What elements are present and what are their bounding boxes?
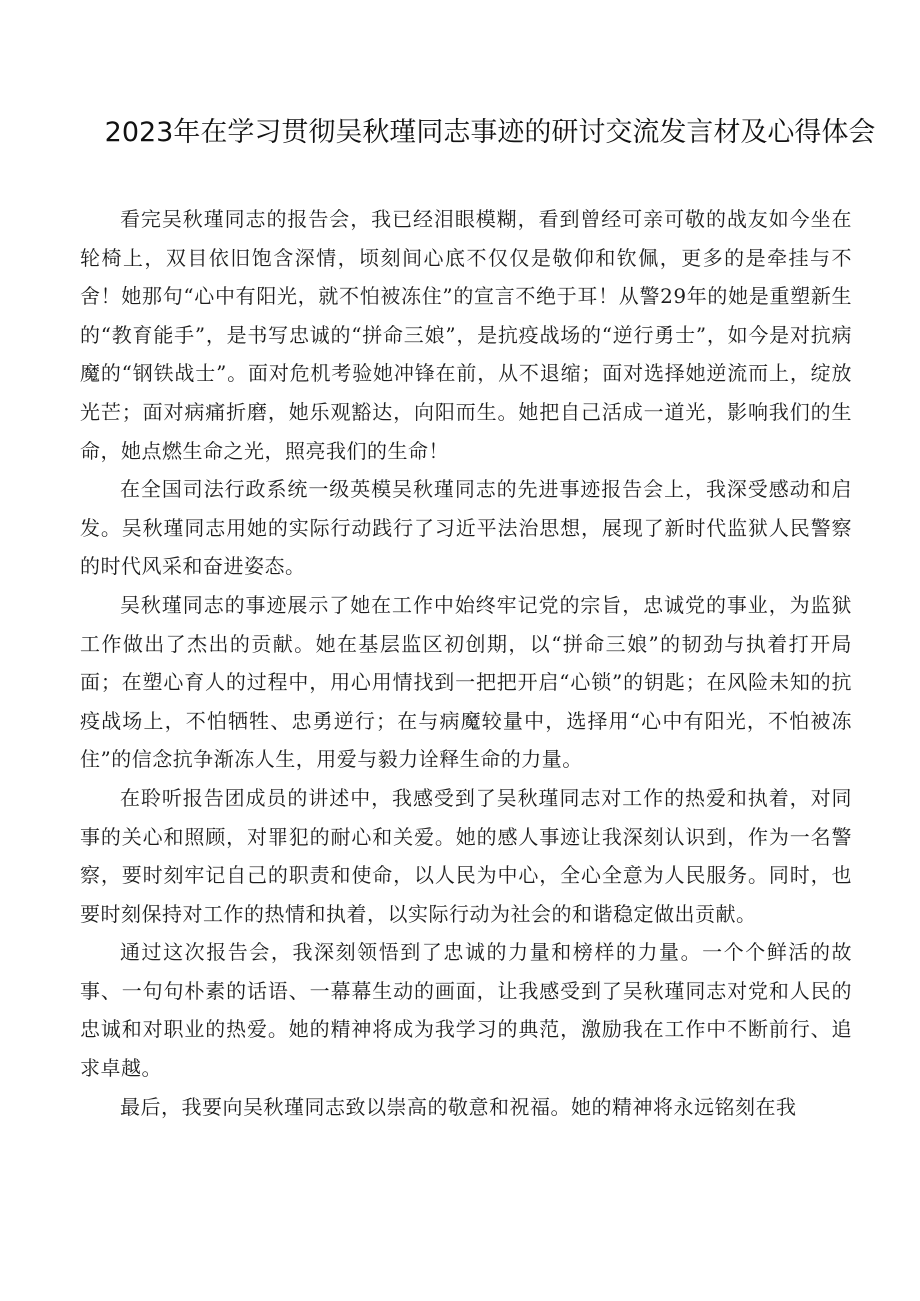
paragraph-6: 最后，我要向吴秋瑾同志致以崇高的敬意和祝福。她的精神将永远铭刻在我 [120,1094,797,1119]
paragraph-4: 在聆听报告团成员的讲述中，我感受到了吴秋瑾同志对工作的热爱和执着，对同事的关心和照顾，对罪犯的耐心和关爱。她的感人事迹让我深刻认识到，作为一名警察，要时刻牢记自己的职责和使命，以人民为中心，全心全意为人民服务。同时，也要时刻保持对工作的热情和执着，以实际行动为社会的和谐稳定做出贡献。 [80,785,852,926]
document-title: 2023年在学习贯彻吴秋瑾同志事迹的研讨交流发言材及心得体会 [104,117,876,148]
paragraph-2: 在全国司法行政系统一级英模吴秋瑾同志的先进事迹报告会上，我深受感动和启发。吴秋瑾同志用她的实际行动践行了习近平法治思想，展现了新时代监狱人民警察的时代风采和奋进姿态。 [80,477,852,579]
document-body [80,200,852,1126]
paragraph-3: 吴秋瑾同志的事迹展示了她在工作中始终牢记党的宗旨，忠诚党的事业，为监狱工作做出了杰出的贡献。她在基层监区初创期，以“拼命三娘”的韧劲与执着打开局面；在塑心育人的过程中，用心用情找到一把把开启“心锁”的钥匙；在风险未知的抗疫战场上，不怕牺牲、忠勇逆行；在与病魔较量中，选择用“心中有阳光，不怕被冻住”的信念抗争渐冻人生，用爱与毅力诠释生命的力量。 [80,592,852,772]
paragraph-5: 通过这次报告会，我深刻领悟到了忠诚的力量和榜样的力量。一个个鲜活的故事、一句句朴素的话语、一幕幕生动的画面，让我感受到了吴秋瑾同志对党和人民的忠诚和对职业的热爱。她的精神将成为我学习的典范，激励我在工作中不断前行、追求卓越。 [80,940,852,1081]
paragraph-1: 看完吴秋瑾同志的报告会，我已经泪眼模糊，看到曾经可亲可敬的战友如今坐在轮椅上，双目依旧饱含深情，顷刻间心底不仅仅是敬仰和钦佩，更多的是牵挂与不舍！她那句“心中有阳光，就不怕被冻住”的宣言不绝于耳！从警29年的她是重塑新生的“教育能手”，是书写忠诚的“拼命三娘”，是抗疫战场的“逆行勇士”，如今是对抗病魔的“钢铁战士”。面对危机考验她冲锋在前，从不退缩；面对选择她逆流而上，绽放光芒；面对病痛折磨，她乐观豁达，向阳而生。她把自己活成一道光，影响我们的生命，她点燃生命之光，照亮我们的生命！ [80,207,852,463]
